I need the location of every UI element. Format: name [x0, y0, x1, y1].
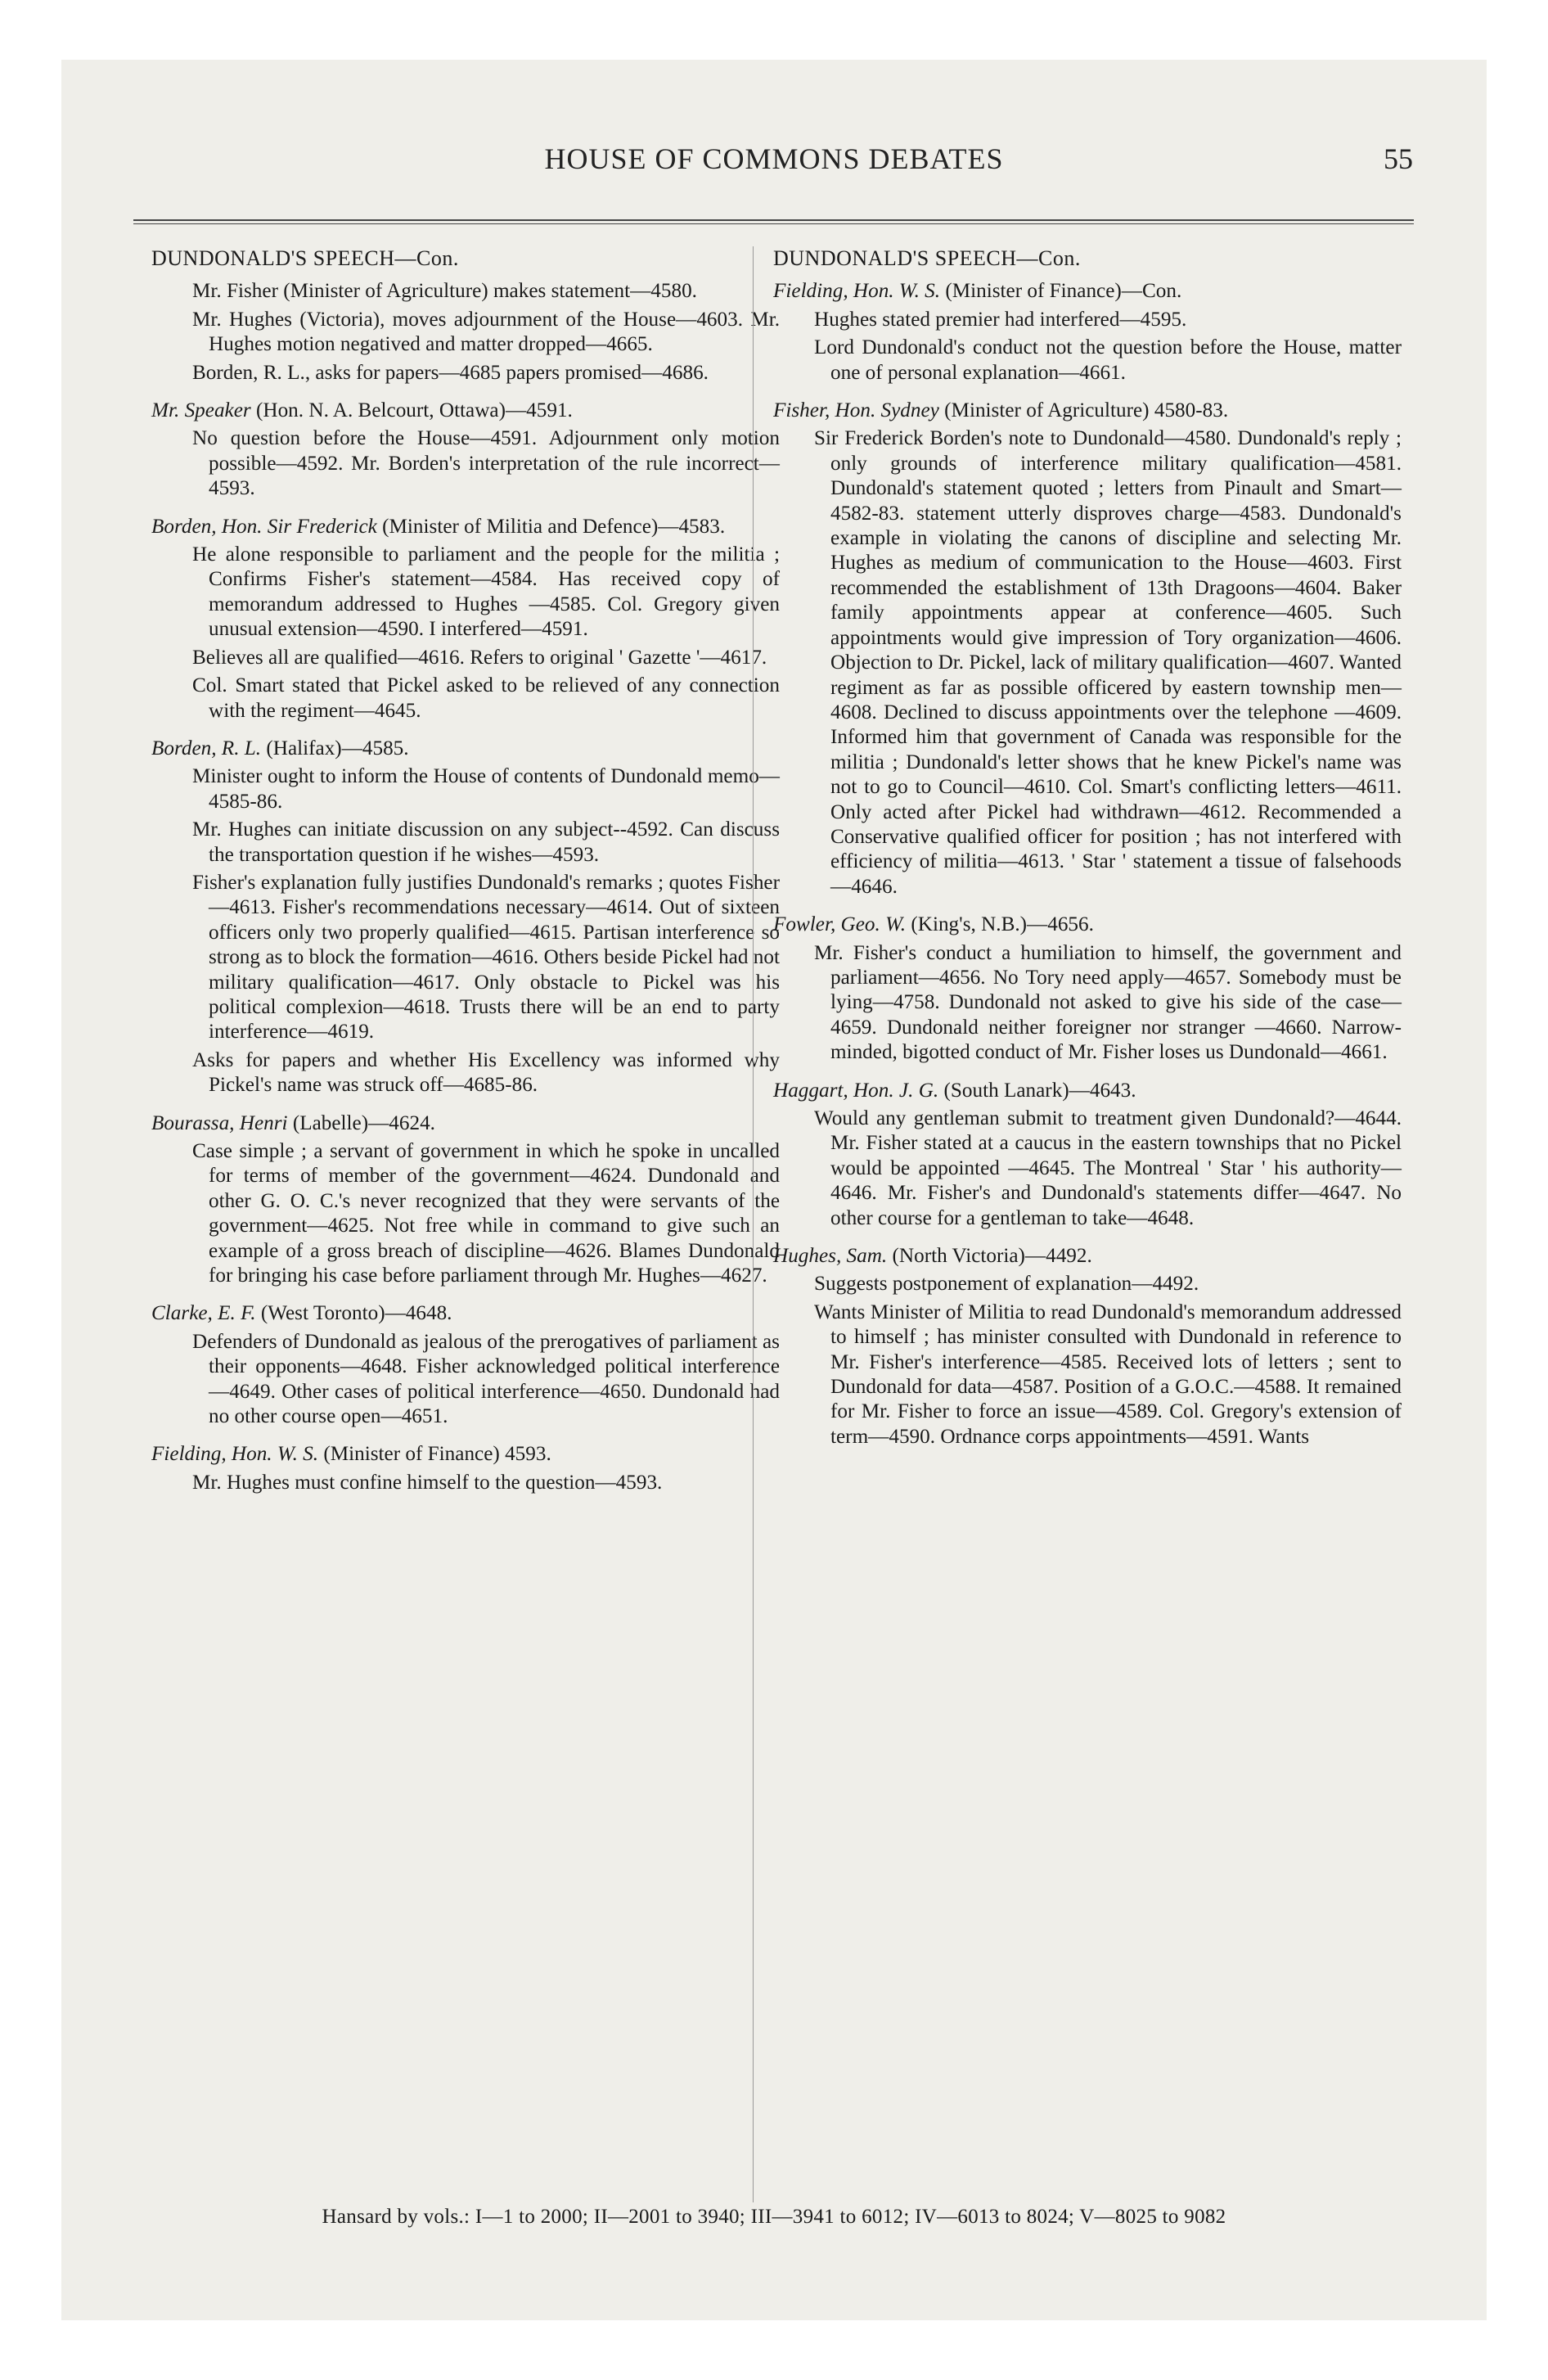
- speaker-heading: [151, 399, 780, 423]
- speaker-heading: [151, 737, 780, 761]
- entry-paragraph: Mr. Fisher (Minister of Agriculture) makes statement—4580.: [192, 280, 697, 303]
- footer-volume-index: Hansard by vols.: I—1 to 2000; II—2001 to 3940; III—3941 to 6012; IV—6013 to 8024; V—8025 to 9082: [322, 2206, 1226, 2228]
- speaker-role: (Minister of Finance) 4593.: [323, 1443, 551, 1466]
- entry-paragraph: Mr. Hughes can initiate discussion on any subject--4592. Can discuss the transportation question if he wishes—4593.: [192, 818, 780, 866]
- index-entry: [151, 737, 780, 1098]
- speaker-name: Bourassa, Henri: [151, 1111, 288, 1134]
- header-rule-left: [133, 219, 808, 224]
- entry-list: [151, 279, 780, 1495]
- entry-list: [773, 279, 1402, 1449]
- right-column: [773, 246, 1402, 1449]
- left-column: [151, 246, 780, 1495]
- entry-paragraph: Mr. Hughes (Victoria), moves adjournment of the House—4603. Mr. Hughes motion negatived and matter dropped—4665.: [192, 308, 780, 356]
- running-header: [61, 142, 1487, 191]
- entry-paragraph: Wants Minister of Militia to read Dundonald's memorandum addressed to himself ; has minister consulted with Dundonald in reference to Mr. Fisher's interference—4585. Received lots of letters ; sent to Dundonald for data—4587. Position of a G.O.C.—4588. It remained for Mr. Fisher to force an issue—4589. Col. Gregory's extension of term—4590. Ordnance corps appointments—4591. Wants: [814, 1300, 1402, 1448]
- page-number: 55: [1384, 142, 1413, 175]
- speaker-role: (West Toronto)—4648.: [260, 1302, 452, 1325]
- entry-paragraph: Hughes stated premier had interfered—4595.: [814, 308, 1187, 331]
- speaker-name: Fielding, Hon. W. S.: [151, 1443, 319, 1466]
- speaker-role: (Minister of Militia and Defence)—4583.: [382, 515, 726, 538]
- index-entry: [773, 1244, 1402, 1449]
- index-entry: [151, 279, 780, 385]
- entry-paragraph: Defenders of Dundonald as jealous of the prerogatives of parliament as their opponents—4648. Fisher acknowledged political interference—4649. Other cases of political interference—4650. Dundonald had no other course open—4651.: [192, 1330, 780, 1428]
- index-entry: [773, 913, 1402, 1065]
- index-entry: [151, 1301, 780, 1429]
- speaker-name: Fisher, Hon. Sydney: [773, 399, 939, 422]
- index-entry: [151, 1111, 780, 1289]
- speaker-name: Fielding, Hon. W. S.: [773, 280, 941, 303]
- speaker-role: (Minister of Agriculture) 4580-83.: [944, 399, 1229, 422]
- section-title: DUNDONALD'S SPEECH—Con.: [773, 246, 1081, 270]
- speaker-heading: [773, 913, 1402, 937]
- speaker-heading: [151, 1111, 780, 1136]
- index-entry: [151, 515, 780, 723]
- entry-paragraph: No question before the House—4591. Adjournment only motion possible—4592. Mr. Borden's interpretation of the rule incorrect—4593.: [192, 427, 780, 500]
- speaker-name: Clarke, E. F.: [151, 1302, 256, 1325]
- speaker-role: (Hon. N. A. Belcourt, Ottawa)—4591.: [256, 399, 573, 422]
- speaker-heading: [773, 279, 1402, 304]
- speaker-heading: [773, 1079, 1402, 1103]
- index-entry: [773, 399, 1402, 899]
- entry-paragraph: Mr. Hughes must confine himself to the question—4593.: [192, 1471, 663, 1494]
- entry-paragraph: Case simple ; a servant of government in which he spoke in uncalled for terms of member of the government—4624. Dundonald and other G. O. C.'s never recognized that they were servants of the government—4625. Not free while in command to give such an example of a gross breach of discipline—4626. Blames Dundonald for bringing his case before parliament through Mr. Hughes—4627.: [192, 1140, 780, 1287]
- index-entry: [151, 399, 780, 502]
- entry-paragraph: Asks for papers and whether His Excellency was informed why Pickel's name was struck off—4685-86.: [192, 1048, 780, 1097]
- speaker-heading: [773, 1244, 1402, 1269]
- speaker-role: (South Lanark)—4643.: [943, 1079, 1136, 1102]
- header-title: HOUSE OF COMMONS DEBATES: [544, 142, 1004, 175]
- entry-paragraph: Borden, R. L., asks for papers—4685 papers promised—4686.: [192, 361, 709, 384]
- index-entry: [151, 1442, 780, 1495]
- page: [61, 60, 1487, 2320]
- speaker-heading: [773, 399, 1402, 423]
- entry-paragraph: Minister ought to inform the House of contents of Dundonald memo—4585-86.: [192, 765, 780, 813]
- section-title: DUNDONALD'S SPEECH—Con.: [151, 246, 459, 270]
- entry-paragraph: Sir Frederick Borden's note to Dundonald—4580. Dundonald's reply ; only grounds of interference military qualification—4581. Dundonald's statement quoted ; letters from Pinault and Smart—4582-83. statement utterly disproves charge—4583. Dundonald's example in violating the canons of discipline and selecting Mr. Hughes as medium of communication to the House—4603. First recommended the establishment of 13th Dragoons—4604. Baker family appointments appear at conference—4605. Such appointments would give impression of Tory organization—4606. Objection to Dr. Pickel, lack of military qualification—4607. Wanted regiment as far as possible officered by eastern township men—4608. Declined to discuss appointments over the telephone —4609. Informed him that government of Canada was responsible for the militia ; Dundonald's letter shows that he knew Pickel's name was not to go to Council—4610. Col. Smart's conflicting letters—4611. Only acted after Pickel had withdrawn—4612. Recommended a Conservative qualified officer for position ; has not interfered with efficiency of militia—4613. ' Star ' statement a tissue of falsehoods—4646.: [814, 427, 1402, 898]
- speaker-role: (King's, N.B.)—4656.: [911, 913, 1094, 936]
- entry-paragraph: Believes all are qualified—4616. Refers to original ' Gazette '—4617.: [192, 646, 767, 669]
- speaker-role: (Halifax)—4585.: [266, 737, 409, 760]
- speaker-role: (North Victoria)—4492.: [892, 1245, 1092, 1268]
- speaker-name: Borden, R. L.: [151, 737, 262, 760]
- speaker-name: Fowler, Geo. W.: [773, 913, 907, 936]
- speaker-name: Mr. Speaker: [151, 399, 251, 422]
- speaker-heading: [151, 1301, 780, 1326]
- entry-paragraph: Col. Smart stated that Pickel asked to be relieved of any connection with the regiment—4645.: [192, 674, 780, 722]
- speaker-role: (Minister of Finance)—Con.: [945, 280, 1182, 303]
- speaker-role: (Labelle)—4624.: [292, 1111, 435, 1134]
- header-rule-right: [763, 219, 1414, 224]
- speaker-heading: [151, 515, 780, 539]
- entry-paragraph: Would any gentleman submit to treatment given Dundonald?—4644. Mr. Fisher stated at a caucus in the eastern townships that no Pickel would be appointed —4645. The Montreal ' Star ' his authority—4646. Mr. Fisher's and Dundonald's statements differ—4647. No other course for a gentleman to take—4648.: [814, 1107, 1402, 1229]
- entry-paragraph: Suggests postponement of explanation—4492.: [814, 1273, 1199, 1296]
- speaker-name: Hughes, Sam.: [773, 1245, 888, 1268]
- entry-paragraph: Mr. Fisher's conduct a humiliation to himself, the government and parliament—4656. No Tory need apply—4657. Somebody must be lying—4758. Dundonald not asked to give his side of the case—4659. Dundonald neither foreigner nor stranger —4660. Narrow-minded, bigotted conduct of Mr. Fisher loses us Dundonald—4661.: [814, 941, 1402, 1064]
- index-entry: [773, 1079, 1402, 1231]
- speaker-name: Haggart, Hon. J. G.: [773, 1079, 939, 1102]
- column-divider: [753, 246, 754, 2202]
- index-entry: [773, 279, 1402, 385]
- entry-paragraph: Lord Dundonald's conduct not the question before the House, matter one of personal explanation—4661.: [814, 336, 1402, 384]
- speaker-heading: [151, 1442, 780, 1467]
- speaker-name: Borden, Hon. Sir Frederick: [151, 515, 377, 538]
- entry-paragraph: He alone responsible to parliament and the people for the militia ; Confirms Fisher's statement—4584. Has received copy of memorandum addressed to Hughes —4585. Col. Gregory given unusual extension—4590. I interfered—4591.: [192, 543, 780, 641]
- entry-paragraph: Fisher's explanation fully justifies Dundonald's remarks ; quotes Fisher—4613. Fisher's recommendations necessary—4614. Out of sixteen officers only two properly qualified—4615. Partisan interference so strong as to block the formation—4616. Others beside Pickel had not military qualification—4617. Only obstacle to Pickel was his political complexion—4618. Trusts there will be an end to party interference—4619.: [192, 871, 780, 1044]
